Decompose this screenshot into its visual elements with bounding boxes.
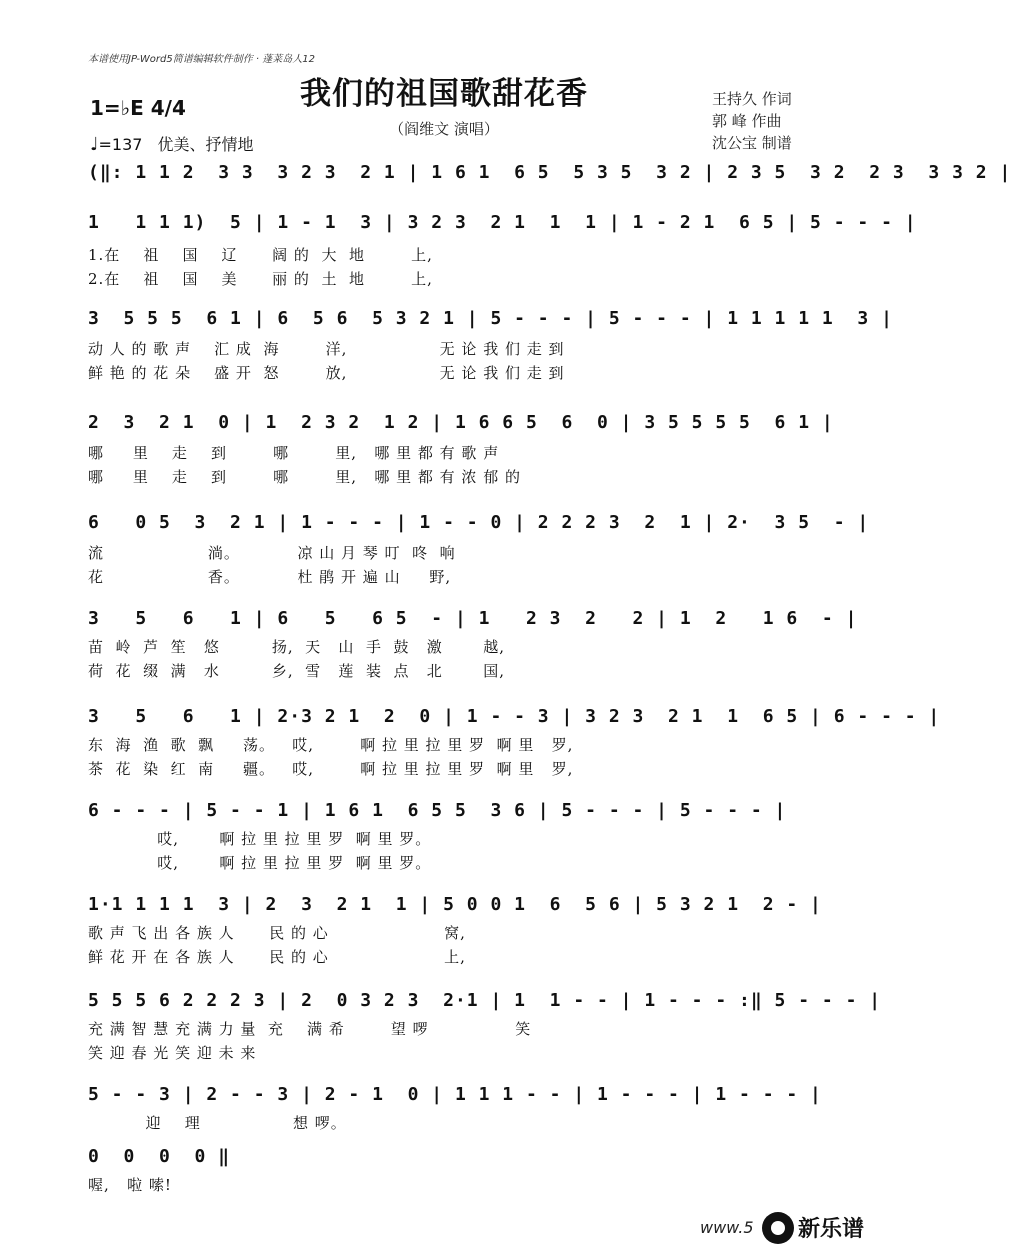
lyric-line: 笑 迎 春 光 笑 迎 未 来 [88, 1044, 257, 1062]
notation-line: 5 - - 3 | 2 - - 3 | 2 - 1 0 | 1 1 1 - - | 1 - - - | 1 - - - | [88, 1084, 822, 1105]
lyric-line: 花 香。 杜 鹃 开 遍 山 野, [88, 568, 452, 586]
lyric-line: 茶 花 染 红 南 疆。 哎, 啊 拉 里 拉 里 罗 啊 里 罗, [88, 760, 574, 778]
notation-line: (‖: 1 1 2 3 3 3 2 3 2 1 | 1 6 1 6 5 5 3 5 3 2 | 2 3 5 3 2 2 3 3 3 2 | [88, 162, 1011, 183]
lyric-line: 喔, 啦 嗦! [88, 1176, 172, 1194]
lyric-line: 东 海 渔 歌 飘 荡。 哎, 啊 拉 里 拉 里 罗 啊 里 罗, [88, 736, 574, 754]
lyric-line: 鲜 花 开 在 各 族 人 民 的 心 上, [88, 948, 466, 966]
quarter-note-icon: ♩ [90, 134, 99, 155]
lyric-line: 动 人 的 歌 声 汇 成 海 洋, 无 论 我 们 走 到 [88, 340, 565, 358]
expression-text: 优美、抒情地 [157, 135, 254, 154]
credit-line: 本谱使用JP-Word5简谱编辑软件制作 · 蓬莱岛人12 [88, 54, 315, 65]
tempo-value: =137 [98, 135, 143, 154]
song-title: 我们的祖国歌甜花香 [300, 76, 588, 112]
lyric-line: 鲜 艳 的 花 朵 盛 开 怒 放, 无 论 我 们 走 到 [88, 364, 565, 382]
site-logo-icon [762, 1212, 794, 1244]
tempo-marking [90, 132, 254, 155]
notation-line: 3 5 6 1 | 6 5 6 5 - | 1 2 3 2 2 | 1 2 1 6 - | [88, 608, 858, 629]
lyric-line: 哎, 啊 拉 里 拉 里 罗 啊 里 罗。 [88, 854, 432, 872]
key-signature: 1=♭E 4/4 [90, 96, 186, 120]
site-logo-text: 新乐谱 [798, 1217, 865, 1242]
notation-line: 5 5 5 6 2 2 2 3 | 2 0 3 2 3 2·1 | 1 1 - - | 1 - - - :‖ 5 - - - | [88, 990, 882, 1011]
lyric-line: 充 满 智 慧 充 满 力 量 充 满 希 望 啰 笑 [88, 1020, 532, 1038]
lyric-line: 哎, 啊 拉 里 拉 里 罗 啊 里 罗。 [88, 830, 432, 848]
notation-line: 2 3 2 1 0 | 1 2 3 2 1 2 | 1 6 6 5 6 0 | 3 5 5 5 5 6 1 | [88, 412, 834, 433]
lyric-line: 苗 岭 芦 笙 悠 扬, 天 山 手 鼓 激 越, [88, 638, 505, 656]
lyric-line: 哪 里 走 到 哪 里, 哪 里 都 有 歌 声 [88, 444, 500, 462]
arranger: 沈公宝 制谱 [712, 134, 792, 152]
lyric-line: 2.在 祖 国 美 丽 的 土 地 上, [88, 270, 433, 288]
lyric-line: 1.在 祖 国 辽 阔 的 大 地 上, [88, 246, 433, 264]
lyric-line: 流 淌。 凉 山 月 琴 叮 咚 响 [88, 544, 456, 562]
lyric-line: 歌 声 飞 出 各 族 人 民 的 心 窝, [88, 924, 466, 942]
notation-line: 1 1 1 1) 5 | 1 - 1 3 | 3 2 3 2 1 1 1 | 1 - 2 1 6 5 | 5 - - - | [88, 212, 917, 233]
notation-line: 3 5 5 5 6 1 | 6 5 6 5 3 2 1 | 5 - - - | 5 - - - | 1 1 1 1 1 3 | [88, 308, 893, 329]
watermark-url: www.5 [700, 1218, 754, 1237]
notation-line: 6 0 5 3 2 1 | 1 - - - | 1 - - 0 | 2 2 2 3 2 1 | 2· 3 5 - | [88, 512, 870, 533]
notation-line: 6 - - - | 5 - - 1 | 1 6 1 6 5 5 3 6 | 5 - - - | 5 - - - | [88, 800, 787, 821]
notation-line: 3 5 6 1 | 2·3 2 1 2 0 | 1 - - 3 | 3 2 3 2 1 1 6 5 | 6 - - - | [88, 706, 941, 727]
notation-line: 0 0 0 0 ‖ [88, 1146, 231, 1167]
lyricist: 王持久 作词 [712, 90, 792, 108]
lyric-line: 荷 花 缀 满 水 乡, 雪 莲 装 点 北 国, [88, 662, 505, 680]
lyric-line: 迎 理 想 啰。 [88, 1114, 347, 1132]
lyric-line: 哪 里 走 到 哪 里, 哪 里 都 有 浓 郁 的 [88, 468, 521, 486]
notation-line: 1·1 1 1 1 3 | 2 3 2 1 1 | 5 0 0 1 6 5 6 | 5 3 2 1 2 - | [88, 894, 822, 915]
singer-line: （阎维文 演唱） [389, 120, 499, 138]
composer: 郭 峰 作曲 [712, 112, 782, 130]
